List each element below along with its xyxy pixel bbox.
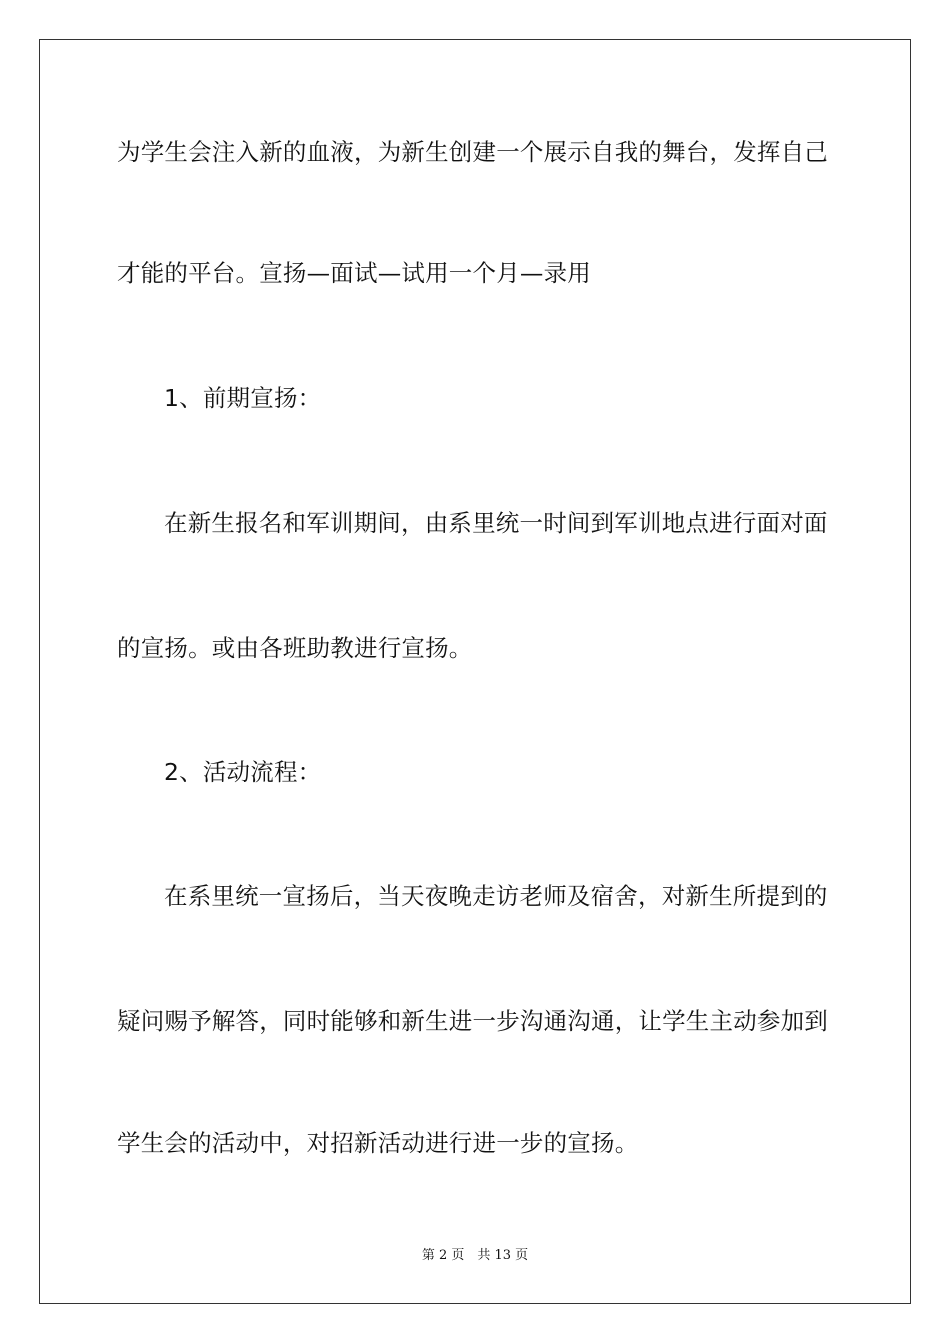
section-heading: 1、前期宣扬： — [164, 384, 322, 412]
paragraph-line: 在新生报名和军训期间，由系里统一时间到军训地点进行面对面 — [164, 509, 828, 537]
page-number-footer: 第 2 页 共 13 页 — [421, 1248, 529, 1263]
paragraph-line: 为学生会注入新的血液，为新生创建一个展示自我的舞台，发挥自己 — [117, 138, 828, 166]
paragraph-line: 才能的平台。宣扬—面试—试用一个月—录用 — [117, 259, 591, 287]
section-heading: 2、活动流程： — [164, 758, 322, 786]
paragraph-line: 在系里统一宣扬后，当天夜晚走访老师及宿舍，对新生所提到的 — [164, 882, 828, 910]
paragraph-line: 疑问赐予解答，同时能够和新生进一步沟通沟通，让学生主动参加到 — [117, 1007, 828, 1035]
paragraph-line: 的宣扬。或由各班助教进行宣扬。 — [117, 634, 473, 662]
paragraph-line: 学生会的活动中，对招新活动进行进一步的宣扬。 — [117, 1129, 639, 1157]
page-border — [39, 39, 911, 1304]
